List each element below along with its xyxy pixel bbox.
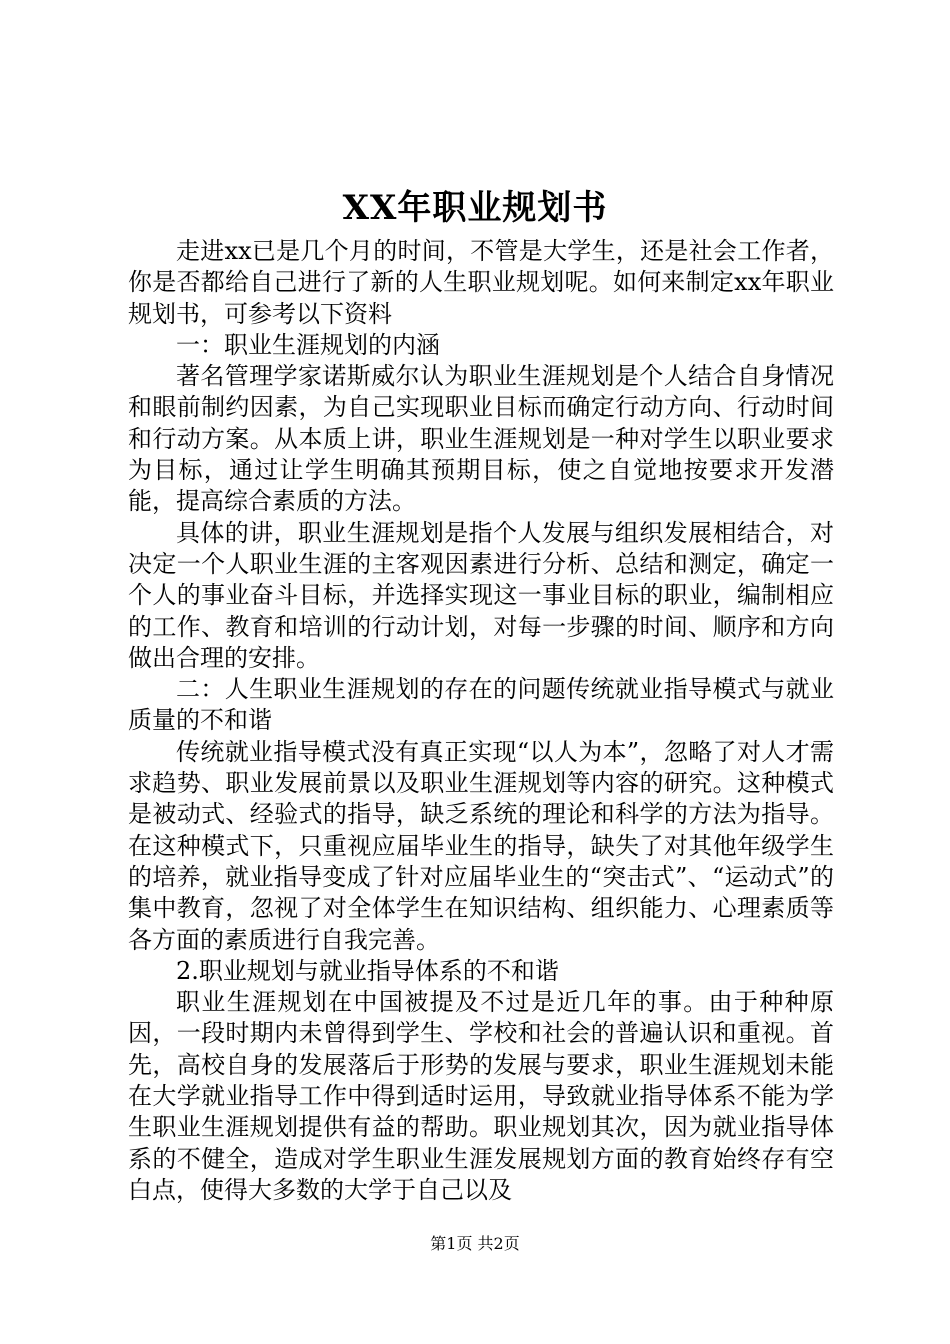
- section-heading-2: 二：人生职业生涯规划的存在的问题传统就业指导模式与就业质量的不和谐: [128, 675, 834, 735]
- body-paragraph: 职业生涯规划在中国被提及不过是近几年的事。由于种种原因，一段时期内未曾得到学生、学校和社会的普遍认识和重视。首先，高校自身的发展落后于形势的发展与要求，职业生涯规划未能在大学就业指导工作中得到适时运用，导致就业指导体系不能为学生职业生涯规划提供有益的帮助。职业规划其次，因为就业指导体系的不健全，造成对学生职业生涯发展规划方面的教育始终存有空白点，使得大多数的大学于自己以及: [128, 988, 834, 1204]
- body-paragraph: 著名管理学家诺斯威尔认为职业生涯规划是个人结合自身情况和眼前制约因素，为自己实现职业目标而确定行动方向、行动时间和行动方案。从本质上讲，职业生涯规划是一种对学生以职业要求为目标，通过让学生明确其预期目标，使之自觉地按要求开发潜能，提高综合素质的方法。: [128, 362, 834, 516]
- subsection-heading-2: 2.职业规划与就业指导体系的不和谐: [176, 956, 559, 985]
- section-heading-1: 一：职业生涯规划的内涵: [176, 330, 440, 359]
- page-footer: 第1页 共2页: [430, 1234, 520, 1253]
- body-paragraph: 具体的讲，职业生涯规划是指个人发展与组织发展相结合，对决定一个人职业生涯的主客观因素进行分析、总结和测定，确定一个人的事业奋斗目标，并选择实现这一事业目标的职业，编制相应的工作、教育和培训的行动计划，对每一步骤的时间、顺序和方向做出合理的安排。: [128, 518, 834, 672]
- document-body: [128, 236, 834, 1206]
- body-paragraph: 传统就业指导模式没有真正实现“以人为本”，忽略了对人才需求趋势、职业发展前景以及职业生涯规划等内容的研究。这种模式是被动式、经验式的指导，缺乏系统的理论和科学的方法为指导。在这种模式下，只重视应届毕业生的指导，缺失了对其他年级学生的培养，就业指导变成了针对应届毕业生的“突击式”、“运动式”的集中教育，忽视了对全体学生在知识结构、组织能力、心理素质等各方面的素质进行自我完善。: [128, 737, 834, 954]
- document-title: XX年职业规划书: [342, 188, 608, 228]
- intro-paragraph: 走进xx已是几个月的时间，不管是大学生，还是社会工作者，你是否都给自己进行了新的人生职业规划呢。如何来制定xx年职业规划书，可参考以下资料: [128, 237, 834, 328]
